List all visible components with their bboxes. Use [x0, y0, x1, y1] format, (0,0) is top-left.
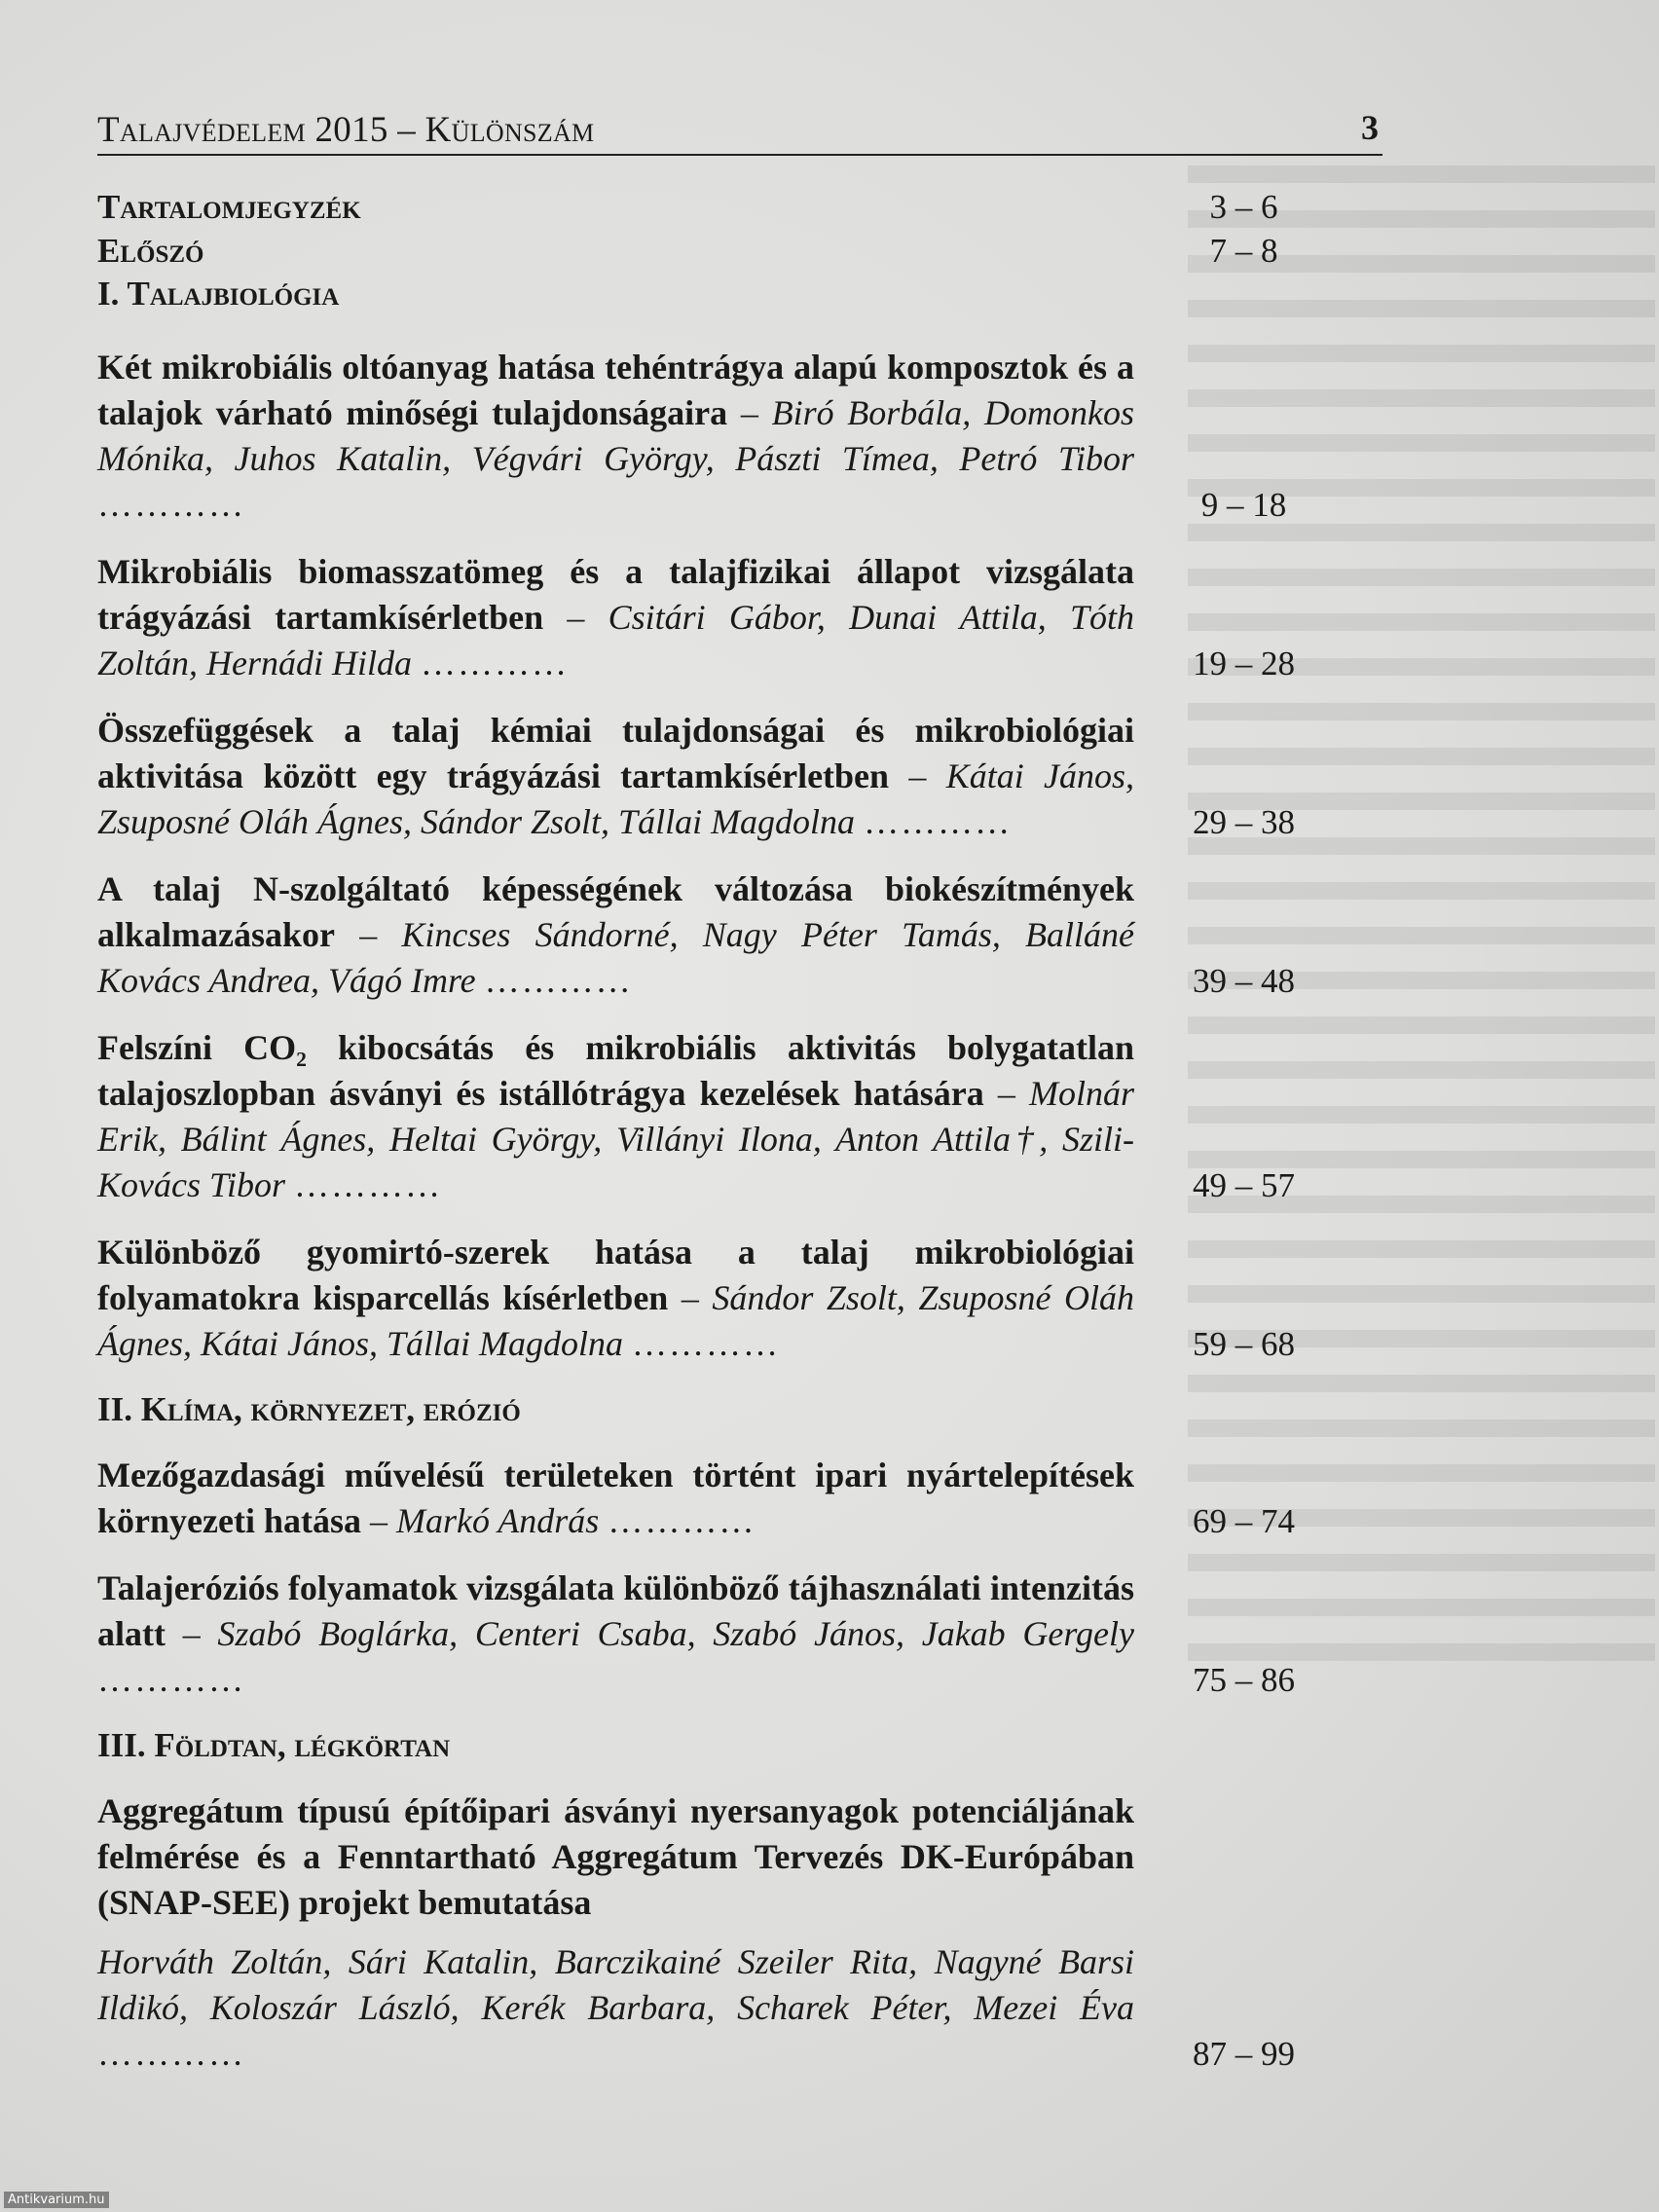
author-block	[97, 1939, 1134, 2077]
article-text	[97, 866, 1134, 1004]
page-range: 49 – 57	[1193, 1166, 1295, 1204]
article-title: Összefüggések a talaj kémiai tulajdonságai és mikrobiológiai aktivitása között egy trágyázási tartamkísérletben	[97, 711, 1134, 795]
dot-leader: …………	[632, 1324, 780, 1363]
article-title: Talajeróziós folyamatok vizsgálata különböző tájhasználati intenzitás alatt	[97, 1568, 1134, 1653]
page-range: 19 – 28	[1193, 645, 1295, 682]
page-range: 69 – 74	[1193, 1502, 1295, 1540]
toc-article	[97, 1566, 1353, 1703]
toc-sections	[97, 273, 1353, 2077]
running-header	[97, 105, 1382, 156]
article-title: Aggregátum típusú építőipari ásványi nyersanyagok potenciáljának felmérése és a Fenntartható Aggregátum Tervezés DK-Európában (SNAP-SEE) projekt bemutatása	[97, 1791, 1134, 1922]
article-title: Mikrobiális biomasszatömeg és a talajfizikai állapot vizsgálata trágyázási tartamkísérletben	[97, 552, 1134, 637]
page-range: 75 – 86	[1193, 1661, 1295, 1699]
article-authors: Biró Borbála, Domonkos Mónika, Juhos Katalin, Végvári György, Pászti Tímea, Petró Tibor	[97, 393, 1135, 478]
section-heading: II. Klíma, környezet, erózió	[97, 1390, 521, 1428]
page-range: 29 – 38	[1193, 803, 1295, 841]
toc-article	[97, 708, 1353, 845]
toc-entry-contents	[97, 185, 1353, 229]
toc-entry-label: Tartalomjegyzék	[97, 188, 361, 226]
article-authors: Csitári Gábor, Dunai Attila, Tóth Zoltán, Hernádi Hilda	[97, 598, 1135, 682]
toc-article	[97, 1230, 1353, 1367]
page-range: 39 – 48	[1193, 962, 1295, 1000]
separator-dash: –	[681, 1278, 699, 1317]
page-range: 7 – 8	[1209, 232, 1278, 270]
dot-leader: …………	[608, 1501, 756, 1540]
article-title: Felszíni CO₂ kibocsátás és mikrobiális aktivitás bolygatatlan talajoszlopban ásványi és istállótrágya kezelések hatására	[97, 1028, 1134, 1113]
page-range: 3 – 6	[1209, 188, 1278, 226]
article-text	[97, 1788, 1134, 2077]
article-authors: Kátai János, Zsuposné Oláh Ágnes, Sándor Zsolt, Tállai Magdolna	[97, 756, 1134, 841]
article-authors: Sándor Zsolt, Zsuposné Oláh Ágnes, Kátai János, Tállai Magdolna	[97, 1278, 1134, 1363]
article-text	[97, 1025, 1134, 1208]
separator-dash: –	[182, 1614, 201, 1653]
article-text	[97, 708, 1134, 845]
page-range: 59 – 68	[1193, 1325, 1295, 1363]
article-authors: Szabó Boglárka, Centeri Csaba, Szabó János, Jakab Gergely	[217, 1614, 1134, 1653]
dot-leader: …………	[864, 802, 1013, 841]
table-of-contents	[97, 185, 1353, 2077]
article-title: Különböző gyomirtó-szerek hatása a talaj mikrobiológiai folyamatokra kisparcellás kísérletben	[97, 1233, 1134, 1317]
article-authors: Kincses Sándorné, Nagy Péter Tamás, Balláné Kovács Andrea, Vágó Imre	[97, 915, 1135, 1000]
toc-article	[97, 1453, 1353, 1544]
dot-leader: …………	[484, 961, 633, 1000]
article-title: Két mikrobiális oltóanyag hatása tehéntrágya alapú komposztok és a talajok várható minőségi tulajdonságaira	[97, 348, 1134, 432]
separator-dash: –	[369, 1501, 387, 1540]
dot-leader: …………	[97, 485, 245, 524]
separator-dash: –	[359, 915, 378, 954]
page-range: 9 – 18	[1200, 486, 1287, 524]
separator-dash: –	[567, 598, 585, 637]
journal-title: Talajvédelem 2015 – Különszám	[97, 110, 595, 150]
separator-dash: –	[997, 1074, 1015, 1113]
separator-dash: –	[908, 756, 927, 795]
toc-article	[97, 1788, 1353, 2077]
section-heading: III. Földtan, légkörtan	[97, 1726, 451, 1764]
article-authors: Molnár Erik, Bálint Ágnes, Heltai György, Villányi Ilona, Anton Attila†, Szili-Kovács Tibor	[97, 1074, 1135, 1204]
article-authors: Markó András	[395, 1501, 600, 1540]
section-heading: I. Talajbiológia	[97, 275, 340, 313]
article-text	[97, 1453, 1134, 1544]
article-authors: Horváth Zoltán, Sári Katalin, Barczikainé Szeiler Rita, Nagyné Barsi Ildikó, Koloszár László, Kerék Barbara, Scharek Péter, Mezei Éva	[97, 1942, 1134, 2027]
article-text	[97, 549, 1134, 686]
dot-leader: …………	[97, 2034, 245, 2073]
article-text	[97, 1566, 1134, 1703]
separator-dash: –	[740, 393, 758, 432]
article-title: A talaj N-szolgáltató képességének változása biokészítmények alkalmazásakor	[97, 869, 1134, 954]
toc-entry-foreword	[97, 229, 1353, 273]
article-text	[97, 1230, 1134, 1367]
article-text	[97, 345, 1134, 528]
toc-article	[97, 1025, 1353, 1208]
toc-article	[97, 549, 1353, 686]
toc-article	[97, 866, 1353, 1004]
page-number: 3	[1361, 108, 1379, 147]
article-title: Mezőgazdasági művelésű területeken történt ipari nyártelepítések környezeti hatása	[97, 1456, 1134, 1540]
dot-leader: …………	[97, 1660, 245, 1699]
watermark: Antikvarium.hu	[4, 2192, 109, 2208]
toc-entry-label: Előszó	[97, 232, 204, 270]
dot-leader: …………	[294, 1165, 443, 1204]
page-range: 87 – 99	[1193, 2035, 1295, 2073]
dot-leader: …………	[421, 644, 570, 682]
toc-article	[97, 345, 1353, 528]
